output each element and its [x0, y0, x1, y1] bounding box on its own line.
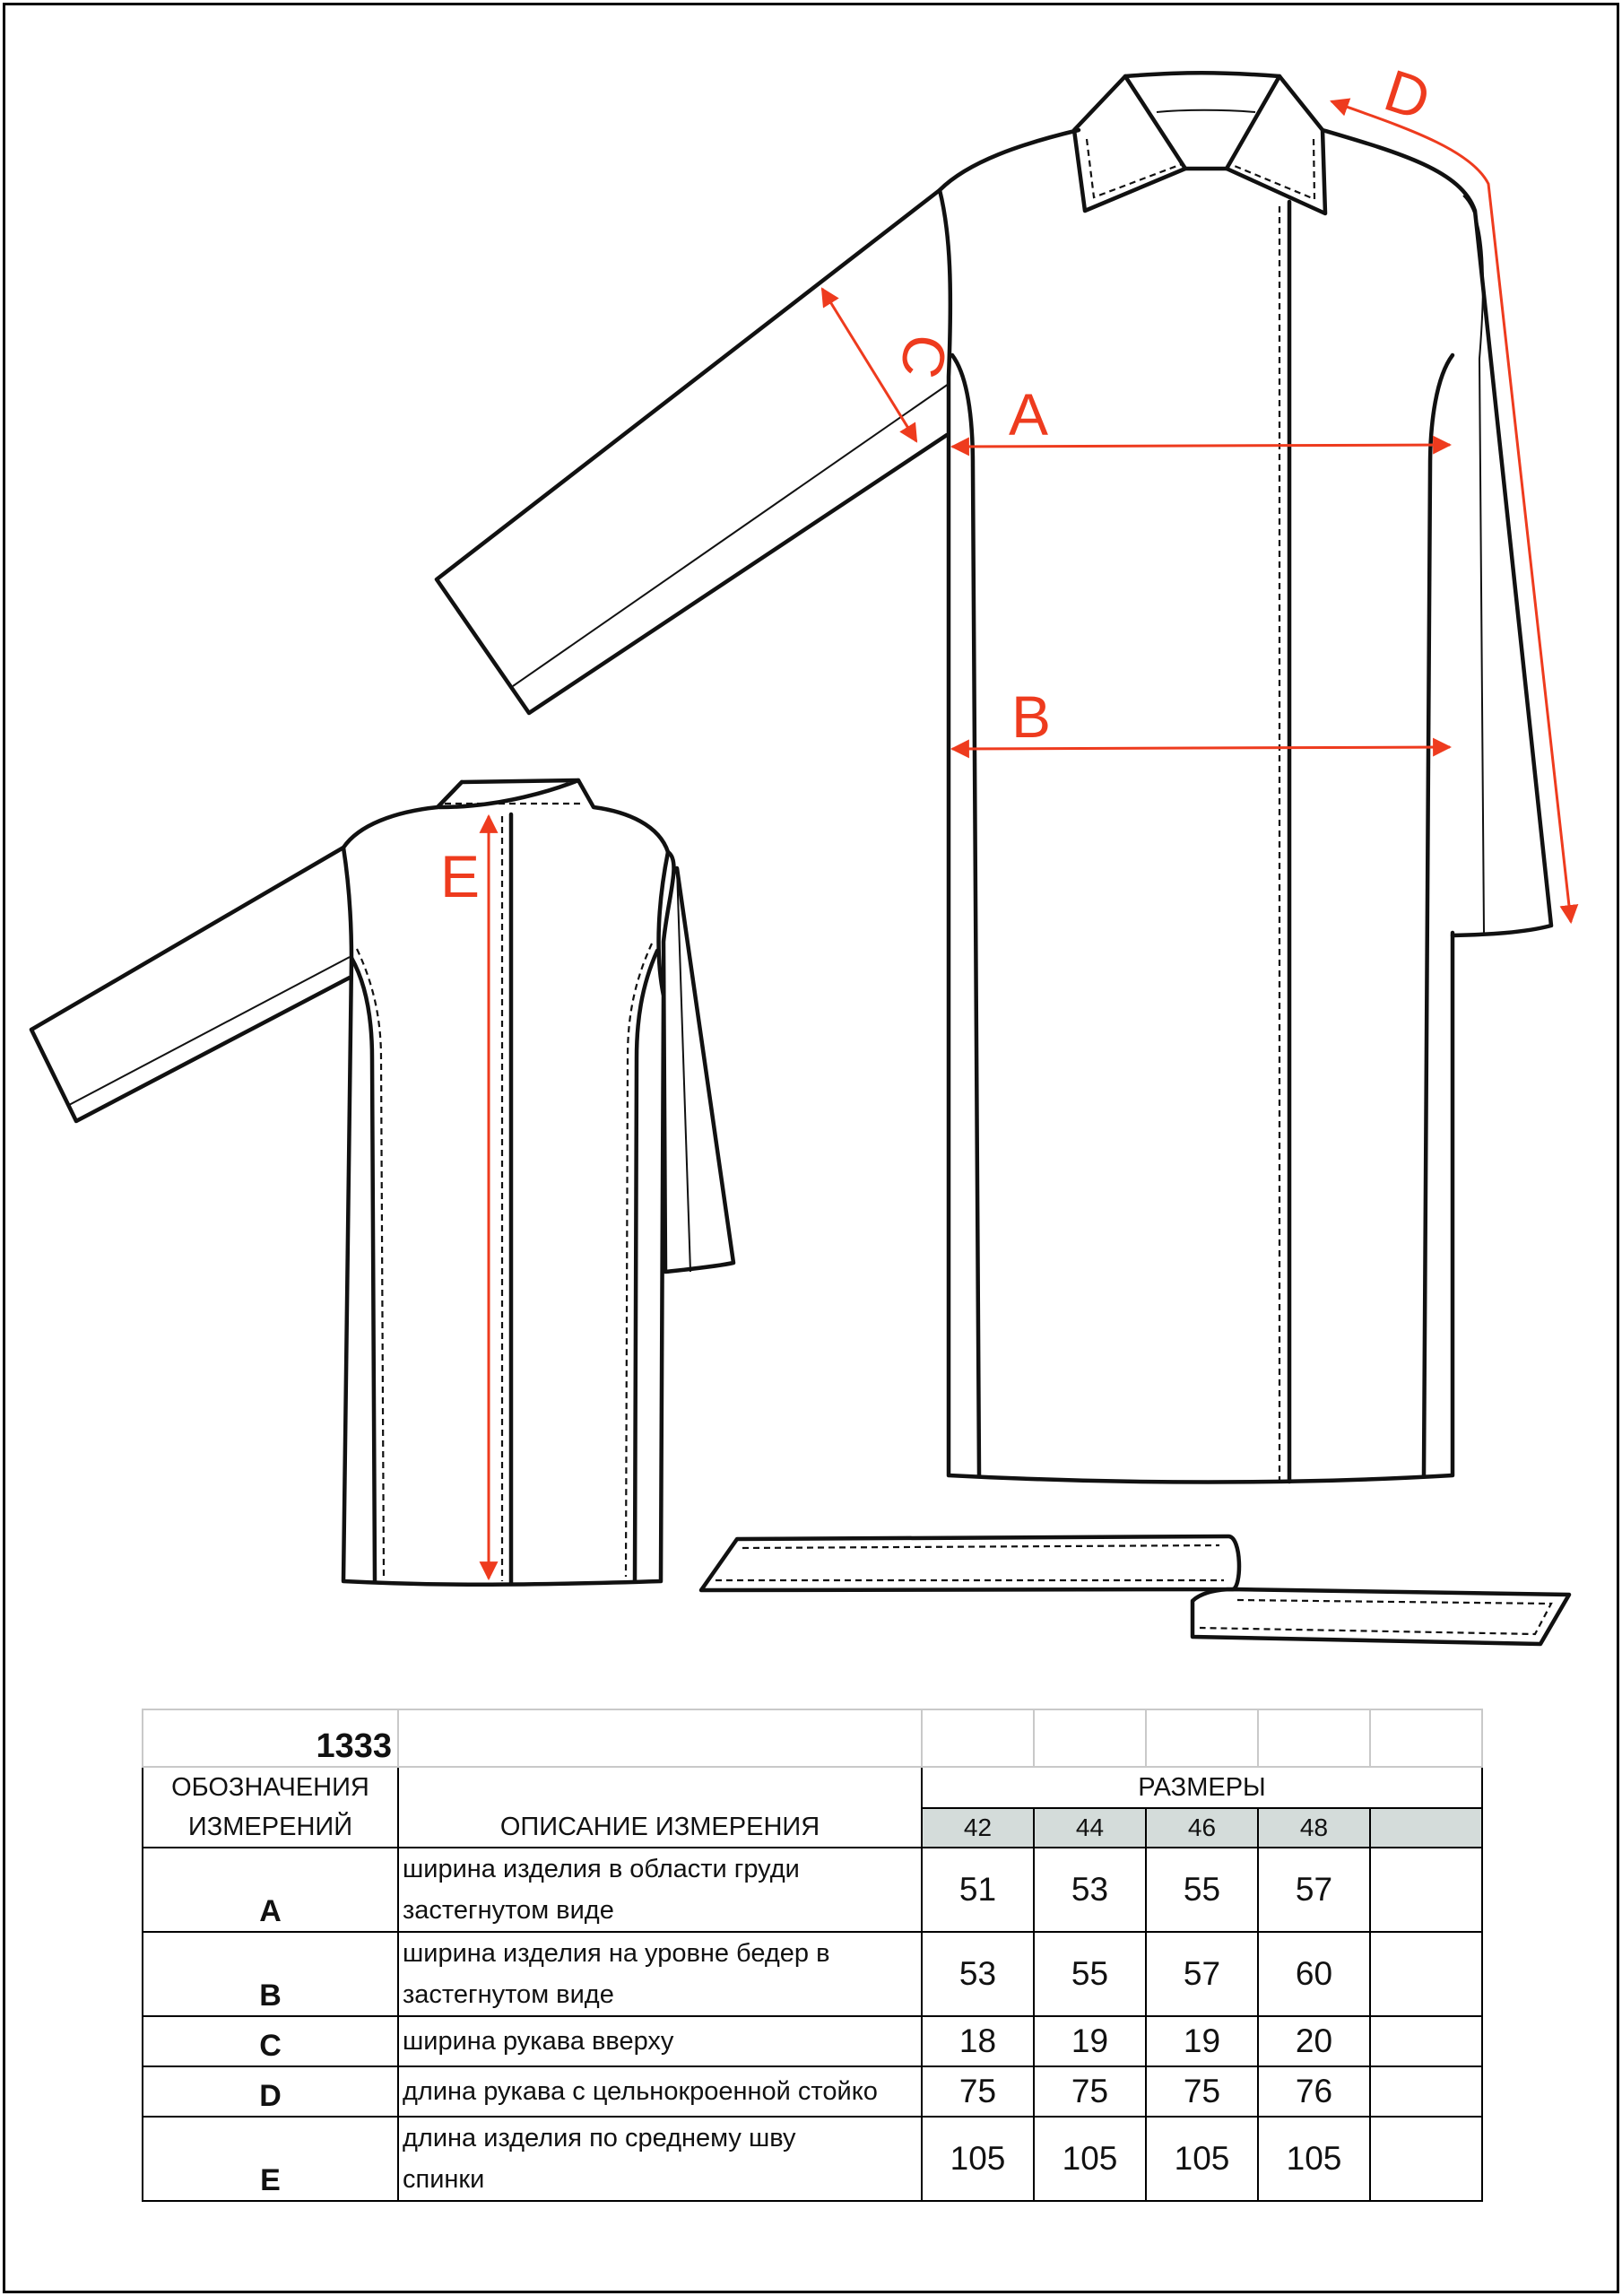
table-row [143, 2117, 1482, 2201]
code-cell: B [143, 1932, 398, 2016]
belt [701, 1536, 1569, 1644]
value-cell [1370, 1932, 1482, 2016]
value-cell: 55 [1146, 1848, 1258, 1932]
sizes-header: РАЗМЕРЫ [922, 1767, 1482, 1808]
value-cell: 55 [1034, 1932, 1146, 2016]
table-row [143, 1848, 1482, 1932]
value-cell: 51 [922, 1848, 1034, 1932]
measurement-markers [440, 57, 1571, 1578]
value-cell: 57 [1146, 1932, 1258, 2016]
value-cell: 76 [1258, 2066, 1370, 2117]
value-cell: 105 [922, 2117, 1034, 2201]
table-row [143, 2066, 1482, 2117]
value-cell: 105 [1258, 2117, 1370, 2201]
model-number: 1333 [143, 1709, 398, 1767]
back-view [31, 780, 733, 1585]
size-44: 44 [1034, 1808, 1146, 1848]
label-e: E [440, 843, 481, 909]
size-table [142, 1709, 1483, 2202]
value-cell: 75 [922, 2066, 1034, 2117]
size-48: 48 [1258, 1808, 1370, 1848]
front-view [437, 73, 1551, 1482]
measure-d-line [1331, 101, 1571, 922]
label-a: A [1009, 381, 1049, 448]
size-46: 46 [1146, 1808, 1258, 1848]
code-header: ОБОЗНАЧЕНИЯ ИЗМЕРЕНИЙ [143, 1767, 398, 1848]
value-cell: 75 [1034, 2066, 1146, 2117]
table-row [143, 1932, 1482, 2016]
value-cell: 75 [1146, 2066, 1258, 2117]
size-42: 42 [922, 1808, 1034, 1848]
value-cell: 60 [1258, 1932, 1370, 2016]
code-cell: A [143, 1848, 398, 1932]
desc-cell: длина рукава с цельнокроенной стойко [398, 2066, 922, 2117]
desc-cell: длина изделия по среднему шву спинки [398, 2117, 922, 2201]
value-cell [1370, 1848, 1482, 1932]
value-cell: 53 [1034, 1848, 1146, 1932]
value-cell: 105 [1146, 2117, 1258, 2201]
value-cell: 20 [1258, 2016, 1370, 2066]
table-header-row [143, 1767, 1482, 1808]
value-cell: 18 [922, 2016, 1034, 2066]
table-title-row [143, 1709, 1482, 1767]
value-cell [1370, 2016, 1482, 2066]
label-c: C [887, 329, 961, 384]
desc-cell: ширина изделия в области груди застегнутом виде [398, 1848, 922, 1932]
desc-header: ОПИСАНИЕ ИЗМЕРЕНИЯ [398, 1767, 922, 1848]
desc-cell: ширина рукава вверху [398, 2016, 922, 2066]
code-cell: C [143, 2016, 398, 2066]
table-row [143, 2016, 1482, 2066]
label-d: D [1376, 56, 1438, 134]
value-cell: 19 [1146, 2016, 1258, 2066]
value-cell: 53 [922, 1932, 1034, 2016]
desc-cell: ширина изделия на уровне бедер в застегнутом виде [398, 1932, 922, 2016]
code-cell: D [143, 2066, 398, 2117]
value-cell: 57 [1258, 1848, 1370, 1932]
value-cell [1370, 2117, 1482, 2201]
size-empty [1370, 1808, 1482, 1848]
value-cell: 19 [1034, 2016, 1146, 2066]
value-cell: 105 [1034, 2117, 1146, 2201]
code-cell: E [143, 2117, 398, 2201]
label-b: B [1011, 683, 1052, 750]
value-cell [1370, 2066, 1482, 2117]
